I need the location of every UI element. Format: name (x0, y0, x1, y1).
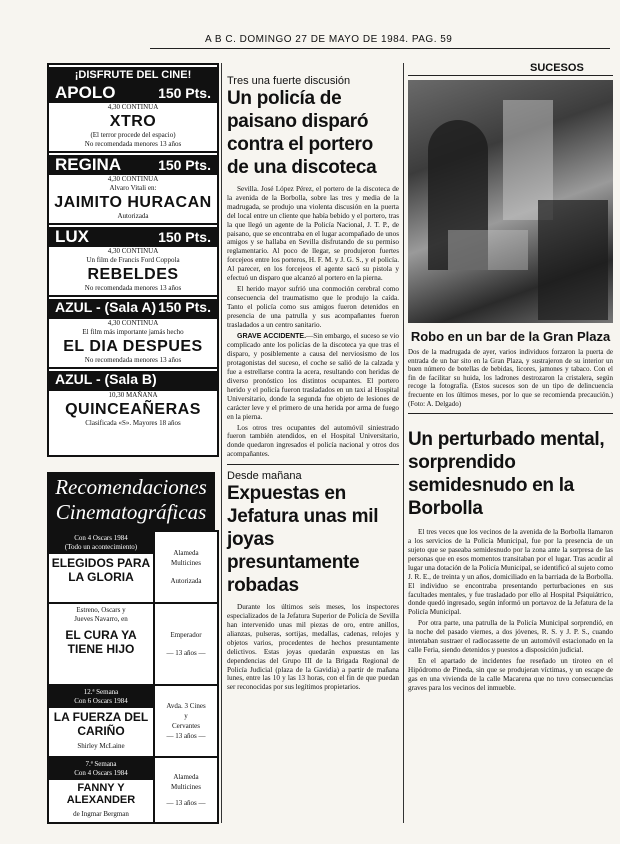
recommendation-film (49, 532, 155, 602)
ad-cinema-name: LUX (55, 227, 89, 246)
ad-note: No recomendada menores 13 años (84, 284, 182, 292)
article1-headline: Un policía de paisano disparó contra el portero de una discoteca (227, 88, 377, 178)
cinema-line: Alameda (173, 549, 199, 557)
recommendation-cast: Shirley McLaine (77, 742, 125, 750)
ad-note: Autorizada (117, 212, 149, 220)
column-divider (221, 63, 222, 823)
article1-paragraph: El herido mayor sufrió una conmoción cerebral como consecuencia del traumatismo que le produjo la caída. Tanto el policía como sus amigos fueron detenidos en presencia de una patrulla y sus acompañantes fueron trasladados a un centro sanitario. (227, 284, 399, 329)
recommendation-cast: de Ingmar Bergman (73, 810, 129, 818)
intro-line: Con 4 Oscars 1984 (74, 534, 128, 542)
ad-price: 150 Pts. (158, 229, 211, 245)
ad-time: 4,30 CONTINUA (107, 247, 159, 255)
recommendation-cinema (155, 758, 217, 822)
column-divider (403, 63, 404, 823)
ad-cast: Un film de Francis Ford Coppola (86, 256, 180, 264)
ad-price: 150 Pts. (158, 85, 211, 101)
ad-film-title: EL DIA DESPUES (63, 338, 203, 355)
recommendation-title: EL CURA YA TIENE HIJO (65, 628, 137, 656)
article-divider (408, 413, 613, 414)
ad-cinema-name: REGINA (55, 155, 122, 174)
ad-azul-a (49, 297, 217, 367)
ad-note: No recomendada menores 13 años (84, 140, 182, 148)
intro-line: (Todo un acontecimiento) (64, 543, 138, 551)
article2-body (227, 603, 399, 692)
ad-note: (El terror procede del espacio) (90, 131, 176, 139)
section-rule (408, 75, 613, 76)
ad-cinema-row (49, 371, 217, 391)
ad-film-title: REBELDES (87, 266, 179, 283)
article3-body (408, 528, 613, 692)
rating: — 13 años — (166, 649, 206, 657)
ad-cast: Alvaro Vitali en: (109, 184, 157, 192)
article1-body (227, 185, 399, 459)
ad-cinema-name: APOLO (55, 83, 116, 102)
article3-paragraph: Por otra parte, una patrulla de la Policía Municipal sorprendió, en la noche del pasado viernes, a dos jóvenes, R. S. y J. P. S., cuando intentaban sustraer el radiocassette de un automóvil estacionado en la calle Feria, siendo detenidos y puestos a disposición judicial. (408, 619, 613, 654)
article2-paragraph: Durante los últimos seis meses, los inspectores especializados de la Jefatura Superior de Policía de Sevilla han intervenido unas mil piezas de oro, entre anillos, alianzas, pulseras, sortijas, medallas, cadenas, relojes y objetos varios, procedentes de hechos presuntamente delictivos. Estas joyas quedarán expuestas en las dependencias del Grupo III de la Brigada Regional de Policía Judicial (plaza de la Gavidia) a partir de mañana lunes, entre las 10 y las 13 horas, con el fin de que puedan ser reconocidas por sus legítimos propietarios. (227, 603, 399, 692)
ad-note: No recomendada menores 13 años (84, 356, 182, 364)
intro-line: 12.ª Semana (83, 688, 119, 696)
recommendation-cinema (155, 686, 217, 756)
rating: Autorizada (170, 577, 202, 585)
ad-cinema-name: AZUL - (Sala B) (55, 371, 157, 387)
intro-line: Con 4 Oscars 1984 (74, 769, 128, 777)
recommendations-subtitle: Cinematográficas (55, 500, 207, 524)
cinema-line: Multicines (171, 559, 201, 567)
ad-lux (49, 225, 217, 295)
ad-cinema-name: AZUL - (Sala A) (55, 299, 157, 315)
cinema-line: Alameda (173, 773, 199, 781)
recommendation-title: FANNY Y ALEXANDER (66, 782, 136, 806)
ad-price: 150 Pts. (158, 157, 211, 173)
recommendation-intro (49, 686, 153, 708)
ad-cast: El film más importante jamás hecho (82, 328, 184, 336)
ad-cinema-row (49, 155, 217, 175)
article3-paragraph: El tres veces que los vecinos de la avenida de la Borbolla llamaron a los servicios de la Policía Municipal, fue por la presencia de un sujeto que se paseaba semidesnudo por la zona ante la sorpresa de las personas que en esos momentos transitaban por el lugar. Tras acudir al lugar una dotación de la Policía Municipal, se identificó al sujeto como J. R. E., de treinta y un años, domiciliado en la barriada de la Borbolla. El individuo se encontraba presentando perturbaciones en sus facultades mentales, y fue trasladado por ello al Hospital Psiquiátrico, donde quedó ingresado, según informó un portavoz de la Jefatura de la Policía Municipal. (408, 528, 613, 617)
ad-cinema-row (49, 83, 217, 103)
cinema-line: Emperador (170, 631, 202, 639)
photo-caption-title: Robo en un bar de la Gran Plaza (410, 329, 611, 344)
article2-headline: Expuestas en Jefatura unas mil joyas presuntamente robadas (227, 483, 379, 597)
recommendations-title: Recomendaciones (55, 475, 207, 499)
recommendations-banner (47, 472, 215, 530)
recommendations-table (47, 530, 219, 824)
recommendation-film (49, 758, 155, 822)
recommendation-title: ELEGIDOS PARA LA GLORIA (51, 556, 151, 584)
middle-column (227, 75, 399, 694)
recommendation-title: LA FUERZA DEL CARIÑO (53, 710, 149, 738)
recommendation-row (49, 686, 217, 758)
ad-apolo (49, 65, 217, 151)
ad-film-title: XTRO (109, 113, 157, 130)
intro-line: 7.ª Semana (85, 760, 117, 768)
ad-note: Clasificada «S». Mayores 18 años (85, 419, 181, 427)
page-header-text: A B C. DOMINGO 27 DE MAYO DE 1984. PAG. 59 (205, 34, 453, 45)
ad-azul-b (49, 369, 217, 430)
ad-time: 10,30 MAÑANA (108, 391, 158, 399)
article2-kicker: Desde mañana (227, 470, 302, 483)
intro-line: Estreno, Oscars y (76, 606, 126, 614)
ad-time: 4,30 CONTINUA (107, 175, 159, 183)
rating: — 13 años — (166, 799, 206, 807)
ad-cinema-row (49, 227, 217, 247)
ad-film-title: JAIMITO HURACAN (54, 194, 212, 211)
article1-kicker: Tres una fuerte discusión (227, 75, 351, 87)
recommendation-cinema (155, 604, 217, 684)
ad-time: 4,30 CONTINUA (107, 319, 159, 327)
photo-caption-body: Dos de la madrugada de ayer, varios individuos forzaron la puerta de entrada de un bar sito en la Gran Plaza, y sustrajeron de su interior un buen número de botellas de bebidas, licores, jamones y tabaco. Con el fin de facilitar su huida, los ladrones destrozaron la cristalera, según recoge la fotografía. (Estos sucesos son de un tipo de delincuencia frecuente en los últimos meses, por lo que se recomienda precaución.) (Foto: A. Delgado) (408, 348, 613, 408)
recommendation-row (49, 532, 217, 604)
article1-paragraph: Los otros tres ocupantes del automóvil siniestrado fueron también atendidos, en el Hospital Universitario, donde quedaron ingresados el policía nacional y otros dos acompañantes. (227, 423, 399, 459)
cinema-line: y (184, 712, 188, 720)
ad-banner: ¡DISFRUTE DEL CINE! (49, 67, 217, 83)
recommendation-intro (49, 758, 153, 780)
news-photo (408, 80, 613, 323)
recommendation-film (49, 686, 155, 756)
article3-paragraph: En el apartado de incidentes fue reseñado un tiroteo en el Hipódromo de Pineda, sin que se produjeran víctimas, y un escape de gas en una vivienda de la calle Macarena que no tuvo consecuencias graves para los vecinos del inmueble. (408, 656, 613, 692)
article1-paragraph-text: —Sin embargo, el suceso se vio complicado ante los policías de la discoteca ya que tras el disparo, y posiblemente a causa del nerviosismo de los protagonistas del suceso, el coche se salió de la calzada y fue a estrellarse contra la acera, resultando con heridas de diverso pronóstico los distintos ocupantes. El portero herido y el policía fueron trasladados en un taxi al Hospital Universitario, donde la segunda fue objeto de lesiones de carácter leve y el primero de una herida por arma de fuego en la pierna. (227, 331, 399, 421)
ad-time: 4,30 CONTINUA (107, 103, 159, 111)
page-header (0, 32, 620, 48)
article1-paragraph: Sevilla. José López Pérez, el portero de la discoteca de la avenida de la Borbolla, sobre las tres y media de la madrugada, se produjo una violenta discusión en la puerta del local entre un cliente que había bebido y el portero, tras la que llegó un agente de la Policía Nacional, J. T. P., de paisano, que se encontraba en el lugar acompañado de unos amigos y se hallaba en Sevilla disfrutando de su permiso reglamentario. Al poco de llegar, se produjeron fuertes forcejeos entre los porteros, H. F. M. y J. G. S., y el policía. Al parecer, en los forcejeos el agente sacó su pistola y efectuó un disparo que alcanzó al portero en la pierna. (227, 185, 399, 283)
photo-shape (448, 230, 528, 270)
intro-line: Jueves Navarro, en (74, 615, 128, 623)
rating: — 13 años — (166, 732, 206, 740)
right-column (408, 80, 613, 694)
intro-line: Con 6 Oscars 1984 (74, 697, 128, 705)
ad-regina (49, 153, 217, 223)
article1-paragraph-subhead (227, 332, 399, 422)
recommendation-film (49, 604, 155, 684)
cinema-line: Avda. 3 Cines (166, 702, 206, 710)
recommendation-intro (49, 532, 153, 554)
ad-film-title: QUINCEAÑERAS (65, 401, 201, 418)
recommendation-row (49, 604, 217, 686)
photo-shape (538, 200, 608, 320)
cinema-line: Cervantes (172, 722, 200, 730)
recommendation-cinema (155, 532, 217, 602)
ad-price: 150 Pts. (158, 299, 211, 315)
header-rule (150, 48, 610, 49)
section-label: SUCESOS (530, 62, 584, 74)
ad-cinema-row (49, 299, 217, 319)
cinema-line: Multicines (171, 783, 201, 791)
article-divider (227, 464, 399, 465)
recommendation-row (49, 758, 217, 822)
recommendation-intro (49, 604, 153, 626)
article3-headline: Un perturbado mental, sorprendido semidesnudo en la Borbolla (408, 429, 605, 520)
article1-subhead: GRAVE ACCIDENTE. (237, 332, 307, 340)
cinema-ads-box (47, 63, 219, 457)
